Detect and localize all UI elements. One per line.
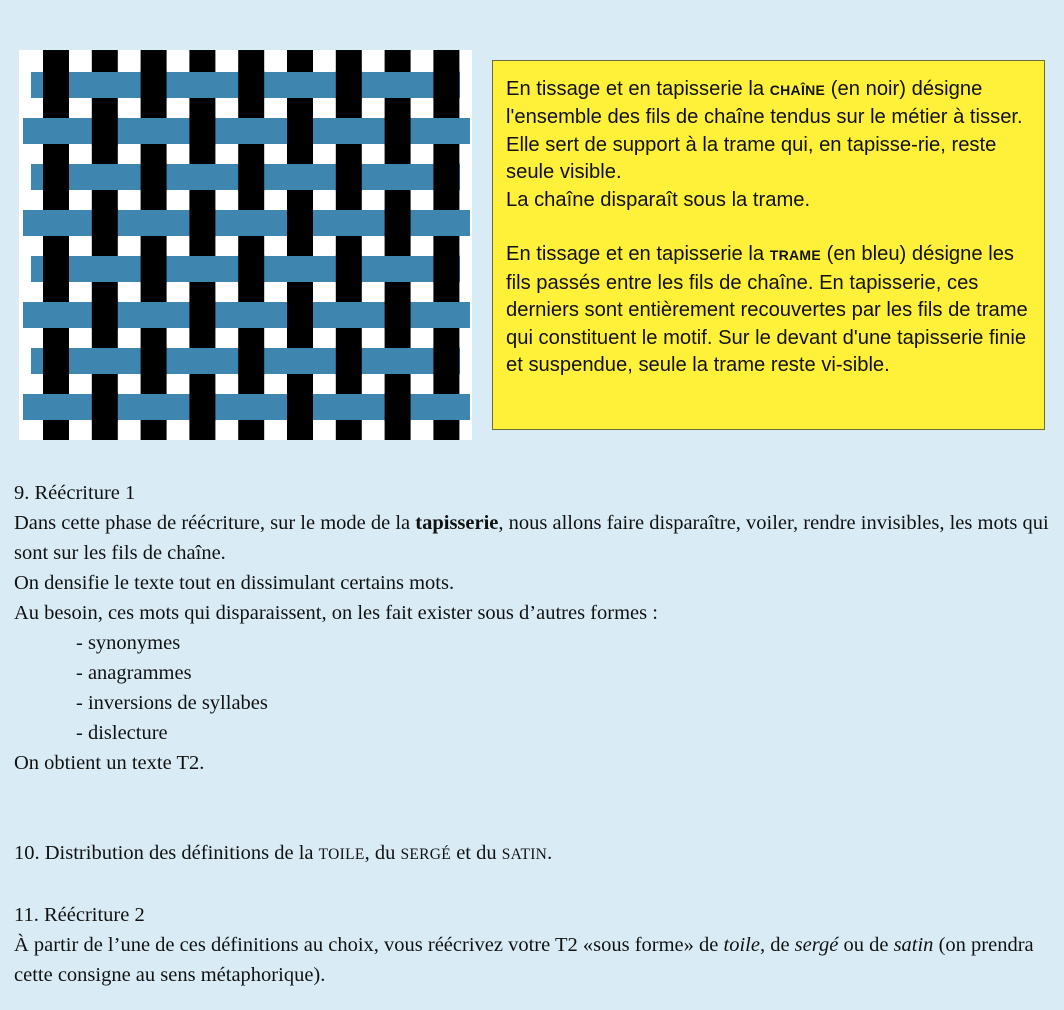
warp-over-weft	[433, 71, 459, 99]
warp-over-weft	[336, 255, 362, 283]
warp-over-weft	[385, 117, 411, 145]
serge-word: sergé	[794, 934, 839, 956]
section-9-result: On obtient un texte T2.	[14, 752, 205, 774]
section-10-line: 10. Distribution des définitions de la TOILE, du SERGÉ et du SATIN.	[14, 842, 553, 864]
chaine-note: La chaîne disparaît sous la trame.	[506, 188, 811, 211]
toile-term: TOILE	[318, 846, 365, 863]
warp-thread	[238, 50, 264, 440]
warp-over-weft	[43, 163, 69, 191]
tapisserie-term: tapisserie	[415, 512, 499, 534]
list-item: - synonymes	[76, 632, 181, 654]
warp-over-weft	[287, 209, 313, 237]
instructions	[14, 478, 1060, 990]
warp-over-weft	[433, 347, 459, 375]
warp-over-weft	[336, 163, 362, 191]
warp-over-weft	[189, 393, 215, 421]
warp-over-weft	[238, 347, 264, 375]
warp-over-weft	[433, 255, 459, 283]
warp-thread	[141, 50, 167, 440]
warp-over-weft	[189, 301, 215, 329]
warp-over-weft	[43, 71, 69, 99]
list-item: - dislecture	[76, 722, 168, 744]
section-11-heading: 11. Réécriture 2	[14, 904, 145, 926]
toile-word: toile	[723, 934, 760, 956]
warp-thread	[92, 50, 118, 440]
satin-term: SATIN	[501, 846, 548, 863]
warp-thread	[189, 50, 215, 440]
warp-over-weft	[385, 209, 411, 237]
warp-thread	[385, 50, 411, 440]
warp-over-weft	[141, 255, 167, 283]
warp-weft-diagram	[19, 50, 472, 440]
warp-thread	[287, 50, 313, 440]
warp-over-weft	[238, 255, 264, 283]
warp-over-weft	[385, 301, 411, 329]
warp-over-weft	[287, 393, 313, 421]
chaine-definition: En tissage et en tapisserie la CHAÎNE (en noir) désigne l'ensemble des fils de chaîne tendus sur le métier à tisser. Elle sert de support à la trame qui, en tapisse-rie, reste seule visible.	[506, 78, 1023, 184]
warp-over-weft	[287, 117, 313, 145]
warp-over-weft	[238, 163, 264, 191]
warp-over-weft	[287, 301, 313, 329]
warp-over-weft	[238, 71, 264, 99]
warp-over-weft	[141, 347, 167, 375]
warp-thread	[336, 50, 362, 440]
warp-over-weft	[92, 117, 118, 145]
trame-definition: En tissage et en tapisserie la TRAME (en bleu) désigne les fils passés entre les fils de chaîne. En tapisserie, ces derniers sont entièrement recouvertes par les fils de trame qui constituent le motif. Sur le devant d'une tapisserie finie et suspendue, seule la trame reste vi-sible.	[506, 243, 1028, 377]
warp-over-weft	[43, 255, 69, 283]
trame-term: TRAME	[769, 247, 821, 264]
list-item: - anagrammes	[76, 662, 192, 684]
forms-list	[14, 628, 1060, 748]
section-9-densify: On densifie le texte tout en dissimulant certains mots.	[14, 572, 455, 594]
warp-over-weft	[141, 71, 167, 99]
warp-over-weft	[189, 117, 215, 145]
warp-over-weft	[385, 393, 411, 421]
warp-over-weft	[92, 393, 118, 421]
warp-over-weft	[43, 347, 69, 375]
satin-word: satin	[893, 934, 934, 956]
section-9-heading: 9. Réécriture 1	[14, 482, 136, 504]
warp-thread	[433, 50, 459, 440]
section-9-intro: Dans cette phase de réécriture, sur le mode de la tapisserie, nous allons faire disparaître, voiler, rendre invisibles, les mots qui sont sur les fils de chaîne.	[14, 512, 1049, 564]
definition-box	[492, 60, 1045, 430]
warp-over-weft	[336, 347, 362, 375]
warp-over-weft	[92, 209, 118, 237]
section-11-body: À partir de l’une de ces définitions au choix, vous réécrivez votre T2 «sous forme» de toile, de sergé ou de satin (on prendra cette consigne au sens métaphorique).	[14, 934, 1034, 986]
list-item: - inversions de syllabes	[76, 692, 268, 714]
serge-term: SERGÉ	[400, 846, 452, 863]
warp-over-weft	[141, 163, 167, 191]
warp-over-weft	[336, 71, 362, 99]
warp-thread	[43, 50, 69, 440]
warp-over-weft	[433, 163, 459, 191]
weave-illustration	[19, 50, 472, 440]
warp-over-weft	[189, 209, 215, 237]
warp-over-weft	[92, 301, 118, 329]
section-9-forms: Au besoin, ces mots qui disparaissent, on les fait exister sous d’autres formes :	[14, 602, 658, 624]
chaine-term: CHAÎNE	[769, 82, 826, 98]
